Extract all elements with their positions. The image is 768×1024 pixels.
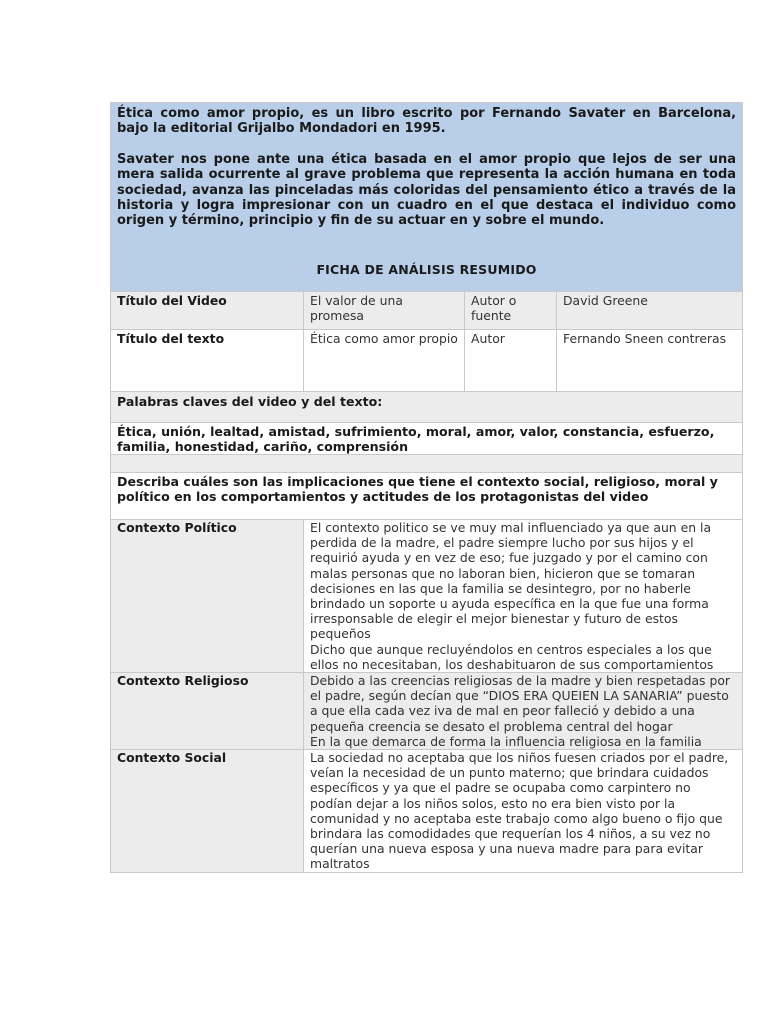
- context-row-politico: [111, 520, 743, 673]
- keywords-list: Ética, unión, lealtad, amistad, sufrimiento, moral, amor, valor, constancia, esfuerzo, familia, honestidad, cariño, comprensión: [111, 423, 743, 455]
- keywords-list-row: [111, 423, 743, 455]
- context-label: Contexto Social: [111, 750, 304, 873]
- video-title-value: El valor de una promesa: [304, 292, 465, 330]
- context-row-religioso: [111, 673, 743, 750]
- intro-paragraph-1: Ética como amor propio, es un libro escrito por Fernando Savater en Barcelona, bajo la editorial Grijalbo Mondadori en 1995.: [117, 106, 737, 137]
- context-paragraph: Debido a las creencias religiosas de la madre y bien respetadas por el padre, según decían que “DIOS ERA QUEIEN LA SANARIA” puesto a que ella cada vez iva de mal en peor falleció y debido a una pequeña creencia se desato el problema central del hogar: [310, 673, 730, 734]
- video-title-label: Título del Video: [111, 292, 304, 330]
- context-row-social: [111, 750, 743, 873]
- video-author-label: Autor o fuente: [465, 292, 557, 330]
- context-text: [304, 750, 743, 873]
- text-title-value: Ética como amor propio: [304, 330, 465, 392]
- intro-row: [111, 103, 743, 292]
- context-paragraph: La sociedad no aceptaba que los niños fuesen criados por el padre, veían la necesidad de un punto materno; que brindara cuidados específicos y ya que el padre se ocupaba como carpintero no podían dejar a los niños solos, esto no era bien visto por la comunidad y no aceptaba este trabajo como algo bueno o fijo que brindara las comodidades que requerían los 4 niños, a su vez no querían una nueva esposa y una nueva madre para para evitar maltratos: [310, 750, 729, 872]
- spacer-row: [111, 455, 743, 473]
- ficha-title: FICHA DE ANÁLISIS RESUMIDO: [316, 261, 537, 277]
- video-author-value: David Greene: [557, 292, 743, 330]
- context-paragraph: En la que demarca de forma la influencia religiosa en la familia: [310, 733, 702, 749]
- context-text: [304, 673, 743, 750]
- intro-paragraph-2: Savater nos pone ante una ética basada en el amor propio que lejos de ser una mera salida ocurrente al grave problema que representa la acción humana en toda sociedad, avanza las pinceladas más coloridas del pensamiento ético a través de la historia y logra impresionar con un cuadro en el que destaca el individuo como origen y término, principio y fin de su actuar en y sobre el mundo.: [117, 151, 737, 229]
- video-title-row: [111, 292, 743, 330]
- intro-cell: [111, 103, 743, 292]
- context-label: Contexto Religioso: [111, 673, 304, 750]
- text-author-value: Fernando Sneen contreras: [557, 330, 743, 392]
- keywords-heading-row: [111, 392, 743, 423]
- text-title-label: Título del texto: [111, 330, 304, 392]
- describe-prompt: Describa cuáles son las implicaciones que tiene el contexto social, religioso, moral y político en los comportamientos y actitudes de los protagonistas del video: [111, 473, 743, 520]
- context-label: Contexto Político: [111, 520, 304, 673]
- describe-row: [111, 473, 743, 520]
- analysis-sheet: [110, 102, 743, 873]
- context-paragraph: El contexto politico se ve muy mal influenciado ya que aun en la perdida de la madre, el padre siempre lucho por sus hijos y el requirió ayuda y en vez de eso; fue juzgado y por el camino con malas personas que no laboran bien, hicieron que se tomaran decisiones en las que la familia se desintegro, por no haberle brindado un soporte u ayuda específica en la que fue una forma irresponsable de elegir el mejor bienestar y futuro de estos pequeños: [310, 520, 712, 642]
- context-paragraph: Dicho que aunque recluyéndolos en centros especiales a los que ellos no necesitaban, los deshabituaron de sus comportamientos: [310, 641, 714, 672]
- keywords-heading: Palabras claves del video y del texto:: [111, 392, 743, 423]
- text-author-label: Autor: [465, 330, 557, 392]
- spacer-cell: [111, 455, 743, 473]
- text-title-row: [111, 330, 743, 392]
- context-text: [304, 520, 743, 673]
